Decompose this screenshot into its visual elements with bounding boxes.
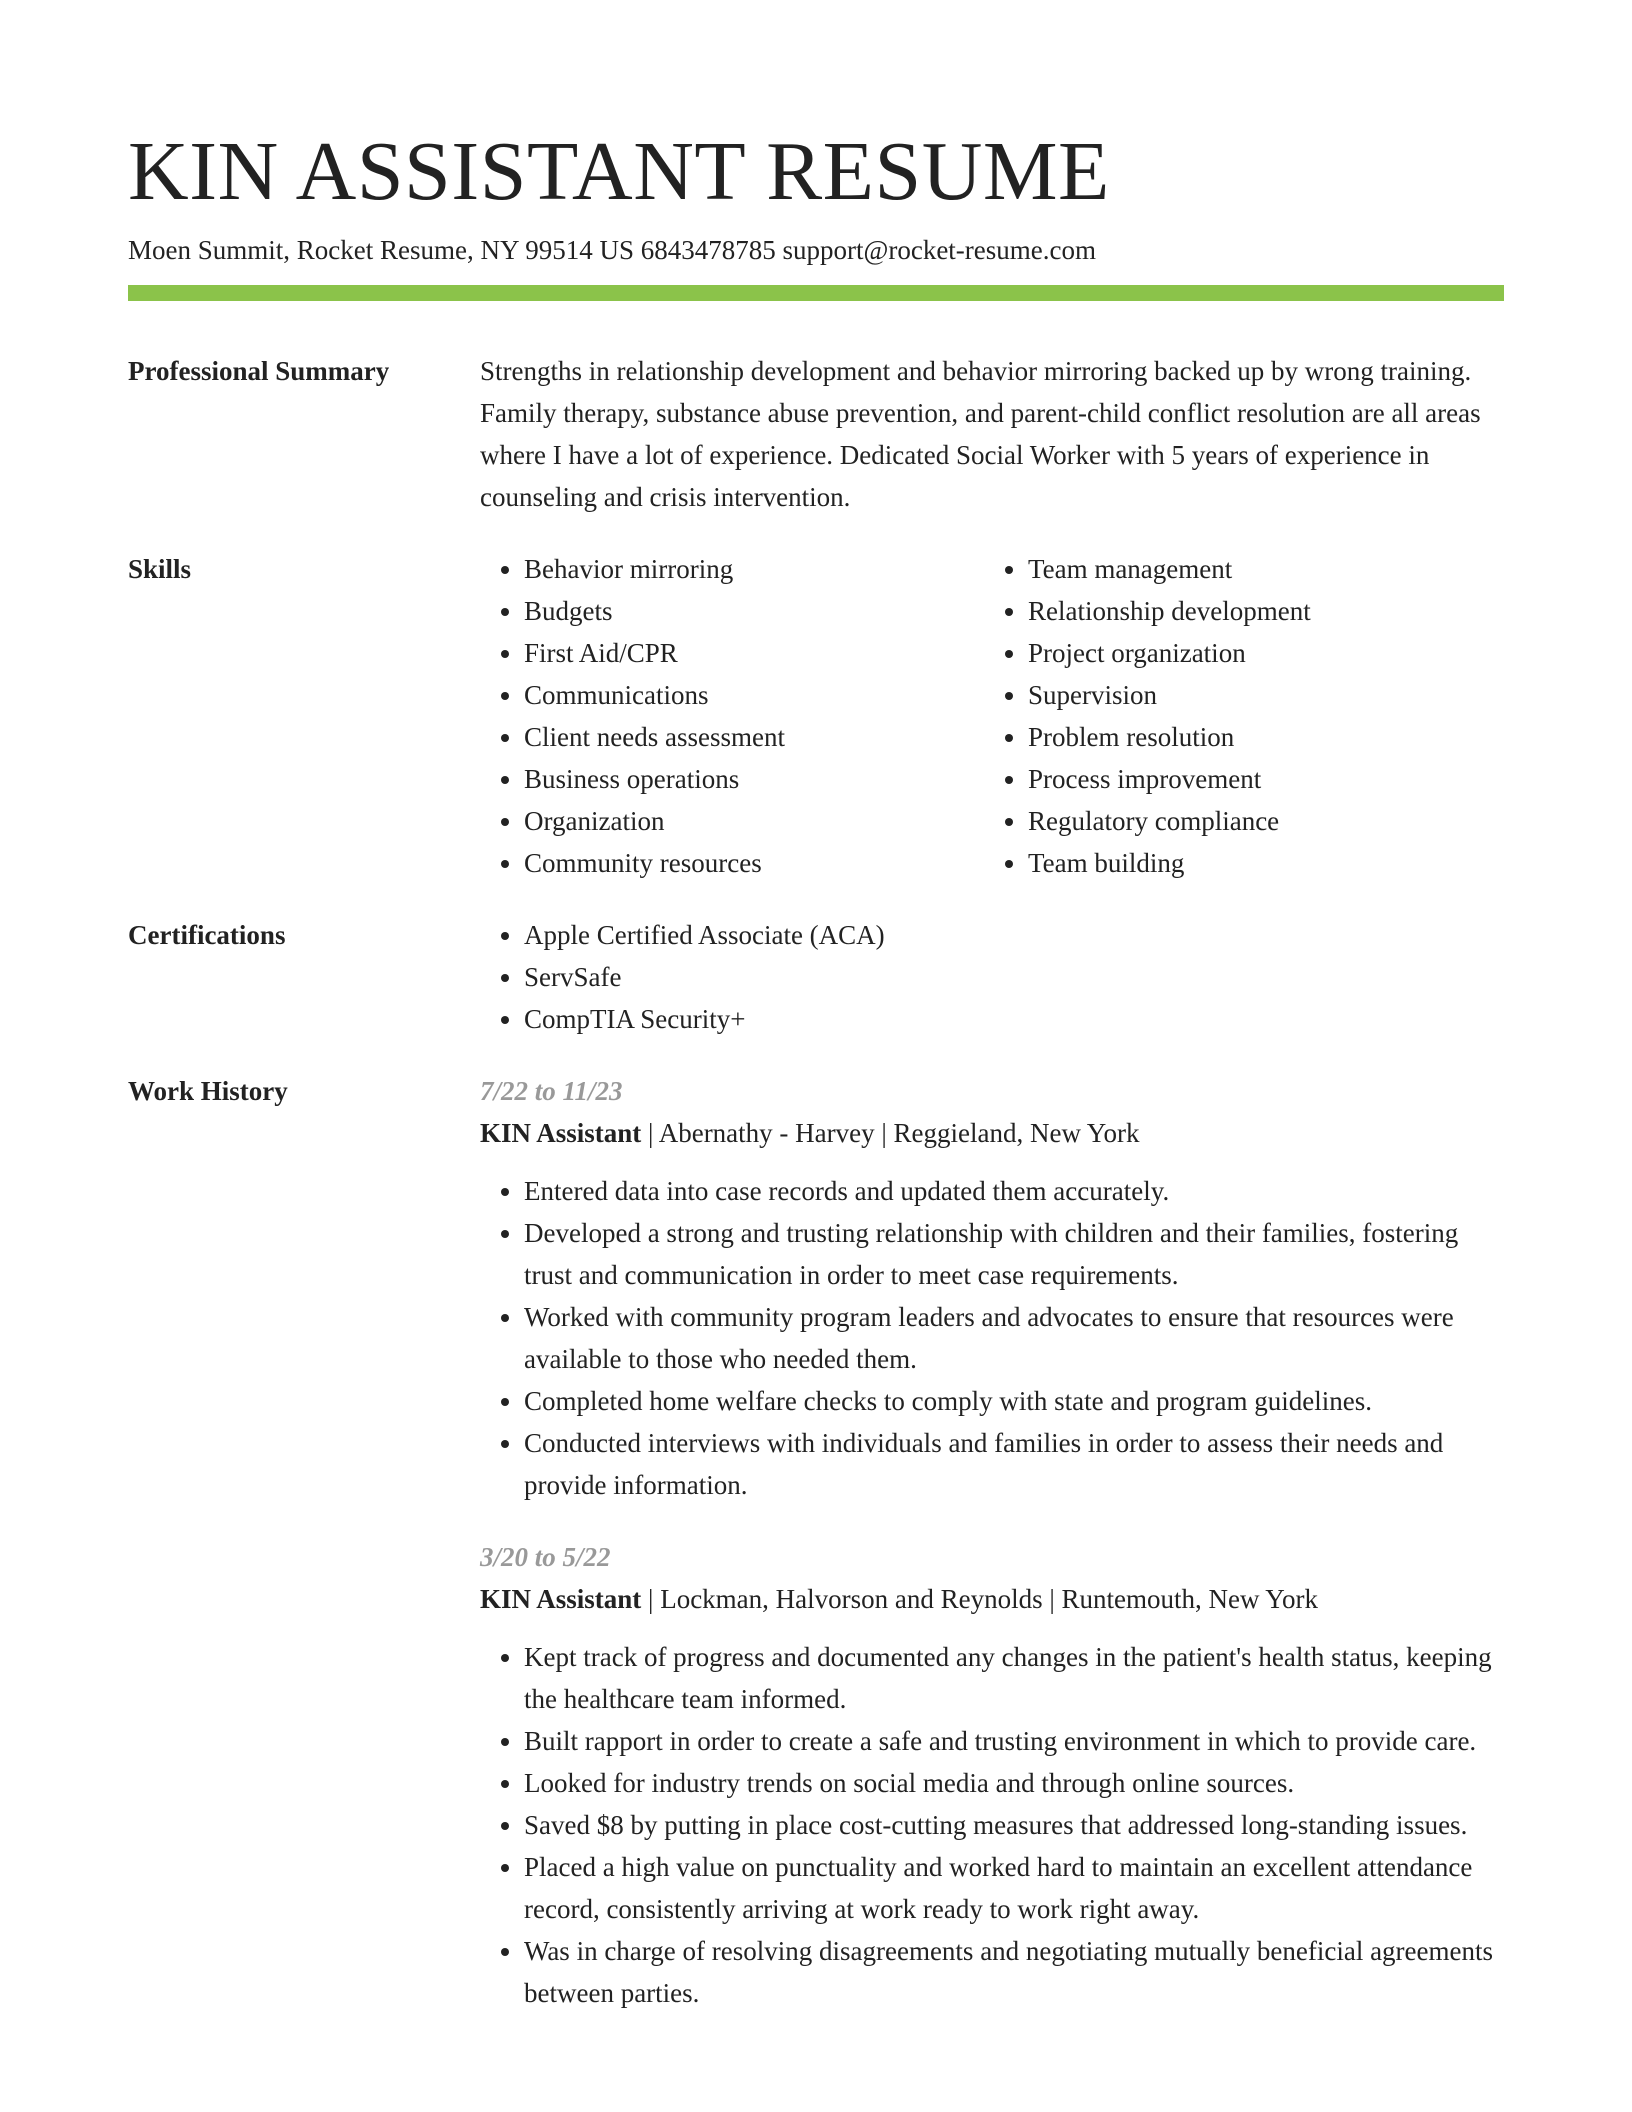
skill-item: • Process improvement [1028,758,1488,800]
job-title: KIN Assistant [480,1584,642,1614]
job-details: | Abernathy - Harvey | Reggieland, New York [641,1118,1140,1148]
job-bullet: • Looked for industry trends on social media and through online sources. [524,1762,1504,1804]
work-history-section [128,1070,1504,2014]
job-bullet: • Completed home welfare checks to comply with state and program guidelines. [524,1380,1504,1422]
work-history-label: Work History [128,1076,288,1106]
header-divider [128,285,1504,301]
skill-item: • Behavior mirroring [524,548,984,590]
skill-item: • Community resources [524,842,984,884]
skills-column-1 [480,548,984,884]
job-bullet: • Kept track of progress and documented any changes in the patient's health status, keeping the healthcare team informed. [524,1636,1504,1720]
contact-line: Moen Summit, Rocket Resume, NY 99514 US 6843478785 support@rocket-resume.com [128,235,1097,265]
job-heading [480,1578,1504,1620]
certifications-section [128,914,1504,1040]
certifications-label: Certifications [128,920,286,950]
job-dates: 7/22 to 11/23 [480,1076,623,1106]
job-bullet: • Placed a high value on punctuality and worked hard to maintain an excellent attendance record, consistently arriving at work ready to work right away. [524,1846,1504,1930]
skill-item: • Relationship development [1028,590,1488,632]
summary-text: Strengths in relationship development and behavior mirroring backed up by wrong training. Family therapy, substance abuse prevention, and parent-child conflict resolution are all areas where I have a lot of experience. Dedicated Social Worker with 5 years of experience in counseling and crisis intervention. [480,356,1481,512]
job-dates: 3/20 to 5/22 [480,1542,611,1572]
job-bullet: • Built rapport in order to create a safe and trusting environment in which to provide care. [524,1720,1504,1762]
job-bullet: • Saved $8 by putting in place cost-cutting measures that addressed long-standing issues. [524,1804,1504,1846]
summary-body [480,350,1504,518]
job-title: KIN Assistant [480,1118,642,1148]
job-bullet: • Worked with community program leaders and advocates to ensure that resources were available to those who needed them. [524,1296,1504,1380]
skill-item: • Project organization [1028,632,1488,674]
skills-body [480,548,1504,884]
job-entry [480,1536,1504,2014]
certification-item: • Apple Certified Associate (ACA) [524,914,1504,956]
job-bullets [480,1636,1504,2014]
job-details: | Lockman, Halvorson and Reynolds | Runtemouth, New York [641,1584,1319,1614]
job-bullets [480,1170,1504,1506]
job-bullet: • Entered data into case records and updated them accurately. [524,1170,1504,1212]
skills-section [128,548,1504,884]
skill-item: • Team management [1028,548,1488,590]
skill-item: • Regulatory compliance [1028,800,1488,842]
certification-item: • CompTIA Security+ [524,998,1504,1040]
job-bullet: • Conducted interviews with individuals and families in order to assess their needs and provide information. [524,1422,1504,1506]
job-bullet: • Developed a strong and trusting relationship with children and their families, fostering trust and communication in order to meet case requirements. [524,1212,1504,1296]
skill-item: • Supervision [1028,674,1488,716]
skill-item: • Client needs assessment [524,716,984,758]
resume-sections [128,350,1504,2014]
resume-title: KIN ASSISTANT RESUME [128,125,1110,218]
skill-item: • Team building [1028,842,1488,884]
skills-label: Skills [128,554,192,584]
certifications-body [480,914,1504,1040]
summary-section [128,350,1504,518]
skill-item: • Communications [524,674,984,716]
work-history-body [480,1070,1504,2014]
skills-column-2 [984,548,1488,884]
skill-item: • First Aid/CPR [524,632,984,674]
job-heading [480,1112,1504,1154]
skill-item: • Budgets [524,590,984,632]
certification-item: • ServSafe [524,956,1504,998]
job-entry [480,1070,1504,1506]
job-bullet: • Was in charge of resolving disagreements and negotiating mutually beneficial agreements between parties. [524,1930,1504,2014]
skill-item: • Organization [524,800,984,842]
certifications-list [480,914,1504,1040]
skill-item: • Business operations [524,758,984,800]
skill-item: • Problem resolution [1028,716,1488,758]
summary-label: Professional Summary [128,356,390,386]
